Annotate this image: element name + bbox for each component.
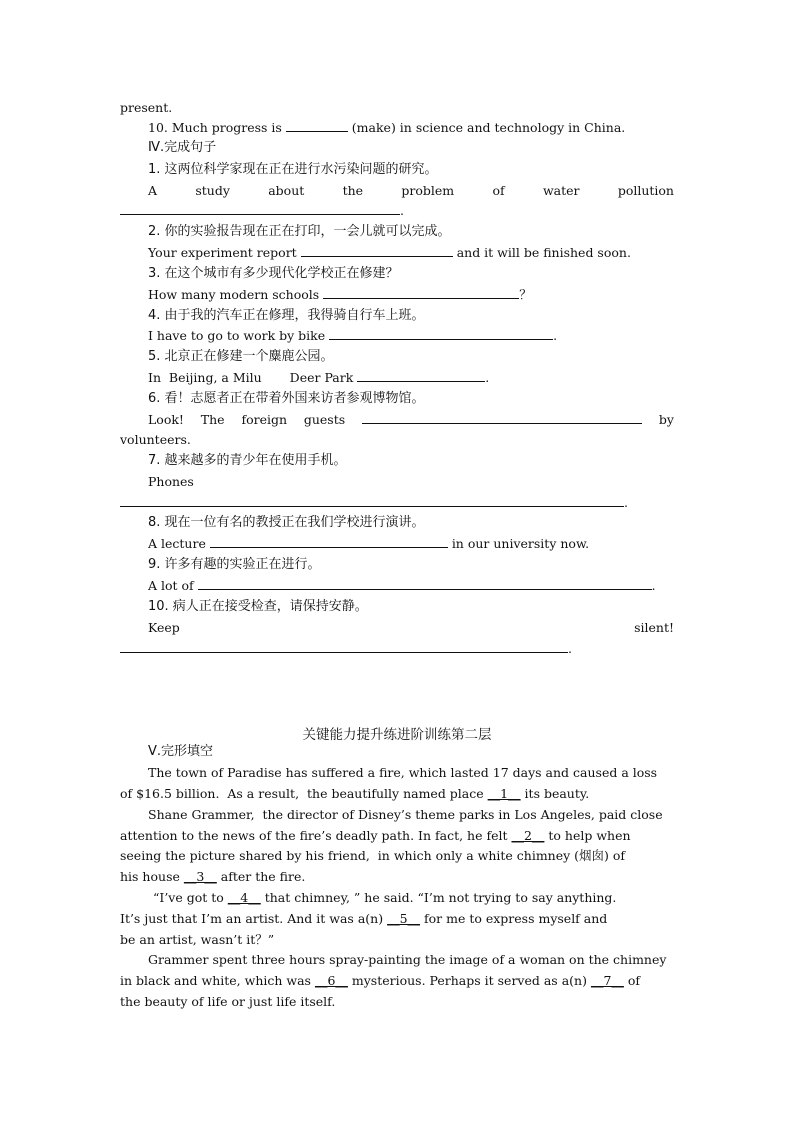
cloze-line: Grammer spent three hours spray-painting the image of a woman on the chimney (148, 952, 667, 967)
item-3-chinese: 3. 在这个城市有多少现代化学校正在修建？ (148, 266, 399, 281)
cloze-line: “I’ve got to __4__ that chimney, ” he said. “I’m not trying to say anything. (153, 890, 617, 905)
item-6-chinese: 6. 看！志愿者正在带着外国来访者参观博物馆。 (148, 391, 425, 406)
item-1-answer-line: . (120, 203, 674, 219)
item-6-english: Look! The foreign guests by (148, 412, 674, 427)
item-8-chinese: 8. 现在一位有名的教授正在我们学校进行演讲。 (148, 515, 425, 530)
item-10-chinese: 10. 病人正在接受检查，请保持安静。 (148, 599, 368, 614)
cloze-line: seeing the picture shared by his friend, in which only a white chimney (烟囱) of (120, 848, 626, 863)
cloze-line: be an artist, wasn’t it？” (120, 932, 275, 947)
answer-blank[interactable] (301, 245, 453, 257)
item-1-chinese: 1. 这两位科学家现在正在进行水污染问题的研究。 (148, 162, 438, 177)
answer-blank[interactable] (120, 495, 624, 507)
blank-4[interactable]: __4__ (227, 890, 261, 905)
cloze-heading: Ⅴ.完形填空 (148, 744, 214, 759)
cloze-line: attention to the news of the fire’s deadly path. In fact, he felt __2__ to help when (120, 828, 631, 843)
item-8-english: A lecture in our university now. (148, 536, 590, 551)
item-5-english: In Beijing, a Milu Deer Park . (148, 370, 490, 385)
item-10-english: Keep silent! (148, 620, 674, 635)
answer-blank[interactable] (286, 120, 348, 132)
item-3-english: How many modern schools ？ (148, 287, 532, 302)
item-5-chinese: 5. 北京正在修建一个麋鹿公园。 (148, 349, 334, 364)
question-10-line: 10. Much progress is (make) in science and technology in China. (148, 120, 626, 135)
item-4-english: I have to go to work by bike . (148, 328, 558, 343)
cloze-line: the beauty of life or just life itself. (120, 994, 336, 1009)
cloze-line: of $16.5 billion. As a result, the beautifully named place __1__ its beauty. (120, 786, 590, 801)
answer-blank[interactable] (210, 536, 448, 548)
section-title: 关键能力提升练进阶训练第二层 (302, 727, 492, 743)
cloze-line: The town of Paradise has suffered a fire, which lasted 17 days and caused a loss (148, 765, 658, 780)
answer-blank[interactable] (357, 370, 485, 382)
blank-3[interactable]: __3__ (183, 869, 217, 884)
cloze-line: his house __3__ after the fire. (120, 869, 306, 884)
item-7-chinese: 7. 越来越多的青少年在使用手机。 (148, 453, 347, 468)
section-heading: Ⅳ.完成句子 (148, 140, 217, 155)
item-10-answer-line: . (120, 641, 674, 657)
item-2-chinese: 2. 你的实验报告现在正在打印，一会儿就可以完成。 (148, 224, 451, 239)
text-line: present. (120, 100, 173, 115)
item-2-english: Your experiment report and it will be finished soon. (148, 245, 631, 260)
answer-blank[interactable] (362, 412, 642, 424)
answer-blank[interactable] (323, 287, 519, 299)
item-7-english: Phones (148, 474, 194, 489)
item-9-chinese: 9. 许多有趣的实验正在进行。 (148, 557, 321, 572)
blank-6[interactable]: __6__ (314, 973, 348, 988)
answer-blank[interactable] (198, 578, 652, 590)
item-1-english: A study about the problem of water pollution (148, 183, 674, 198)
blank-1[interactable]: __1__ (487, 786, 521, 801)
blank-7[interactable]: __7__ (590, 973, 624, 988)
answer-blank[interactable] (120, 641, 568, 653)
item-4-chinese: 4. 由于我的汽车正在修理，我得骑自行车上班。 (148, 308, 425, 323)
blank-5[interactable]: __5__ (387, 911, 421, 926)
item-6-continuation: volunteers. (120, 432, 191, 447)
cloze-line: in black and white, which was __6__ mysterious. Perhaps it served as a(n) __7__ of (120, 973, 641, 988)
item-7-answer-line: . (120, 495, 674, 511)
cloze-line: It’s just that I’m an artist. And it was a(n) __5__ for me to express myself and (120, 911, 608, 926)
blank-2[interactable]: __2__ (511, 828, 545, 843)
answer-blank[interactable] (120, 203, 400, 215)
answer-blank[interactable] (329, 328, 553, 340)
item-9-english: A lot of . (148, 578, 656, 593)
cloze-line: Shane Grammer, the director of Disney’s theme parks in Los Angeles, paid close (148, 807, 663, 822)
